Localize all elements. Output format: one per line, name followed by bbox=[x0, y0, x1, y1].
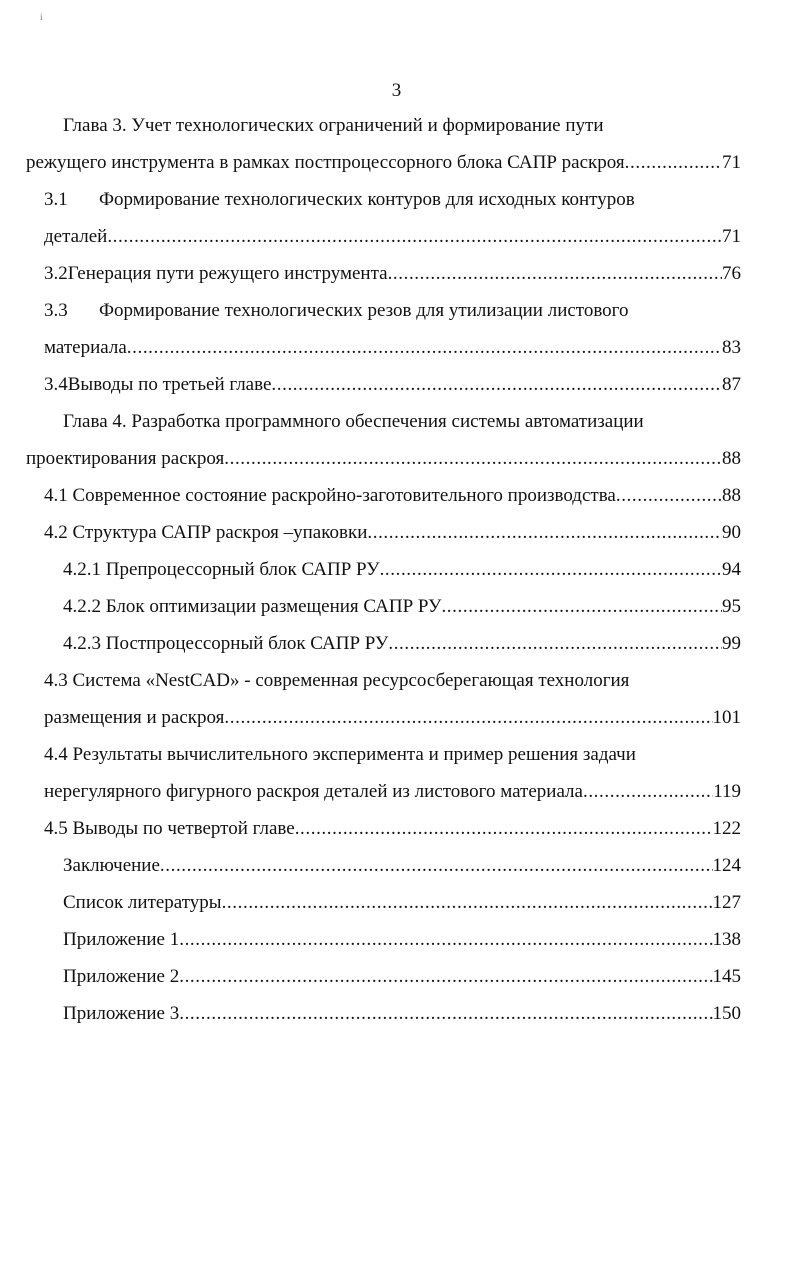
toc-page-number: 101 bbox=[712, 707, 741, 728]
toc-entry-title: Приложение 2 bbox=[63, 966, 180, 987]
toc-page-number: 150 bbox=[712, 1003, 741, 1024]
toc-entry-title: режущего инструмента в рамках постпроцессорного блока САПР раскроя bbox=[26, 152, 625, 173]
toc-page-number: 95 bbox=[722, 596, 741, 617]
toc-entry-title: Глава 4. Разработка программного обеспечения системы автоматизации bbox=[63, 411, 644, 432]
toc-entry-title: нерегулярного фигурного раскроя деталей из листового материала bbox=[44, 781, 583, 802]
toc-entry-3-1-line1[interactable] bbox=[44, 182, 635, 218]
corner-mark: i bbox=[40, 12, 43, 22]
leader-dots bbox=[222, 885, 713, 921]
toc-entry-title: Список литературы bbox=[63, 892, 222, 913]
toc-entry-4-2-3[interactable] bbox=[63, 626, 741, 662]
toc-entry-title: деталей bbox=[44, 226, 108, 247]
toc-entry-appendix-2[interactable] bbox=[63, 959, 741, 995]
toc-page-number: 90 bbox=[722, 522, 741, 543]
toc-entry-title: Выводы по третьей главе bbox=[67, 374, 272, 395]
toc-entry-4-3-line1[interactable] bbox=[44, 663, 629, 699]
leader-dots bbox=[295, 811, 713, 847]
toc-entry-title: материала bbox=[44, 337, 127, 358]
toc-entry-3-1-line2[interactable] bbox=[44, 219, 741, 255]
toc-entry-4-2-1[interactable] bbox=[63, 552, 741, 588]
toc-entry-references[interactable] bbox=[63, 885, 741, 921]
page-number: 3 bbox=[391, 80, 402, 101]
toc-entry-title: Приложение 1 bbox=[63, 929, 180, 950]
leader-dots bbox=[271, 367, 722, 403]
toc-entry-3-3-line1[interactable] bbox=[44, 293, 629, 329]
toc-entry-chapter-3-line1[interactable] bbox=[63, 108, 604, 144]
leader-dots bbox=[107, 219, 722, 255]
section-number: 3.2 bbox=[44, 263, 68, 284]
toc-entry-title: 4.5 Выводы по четвертой главе bbox=[44, 818, 295, 839]
toc-entry-4-4-line1[interactable] bbox=[44, 737, 636, 773]
toc-entry-title: 4.3 Система «NestCAD» - современная ресурсосберегающая технология bbox=[44, 670, 630, 691]
toc-entry-title: Формирование технологических резов для утилизации листового bbox=[99, 300, 629, 321]
toc-page-number: 127 bbox=[712, 892, 741, 913]
toc-entry-title: Формирование технологических контуров для исходных контуров bbox=[99, 189, 635, 210]
leader-dots bbox=[160, 848, 713, 884]
toc-page-number: 124 bbox=[712, 855, 741, 876]
leader-dots bbox=[367, 515, 722, 551]
leader-dots bbox=[441, 589, 722, 625]
toc-entry-3-2[interactable] bbox=[44, 256, 741, 292]
toc-entry-title: Глава 3. Учет технологических ограничений и формирование пути bbox=[63, 115, 604, 136]
section-number: 3.4 bbox=[44, 374, 68, 395]
leader-dots bbox=[179, 922, 712, 958]
leader-dots bbox=[616, 478, 722, 514]
section-number: 3.3 bbox=[44, 300, 68, 321]
toc-page-number: 99 bbox=[722, 633, 741, 654]
toc-entry-title: 4.2.3 Постпроцессорный блок САПР РУ bbox=[63, 633, 389, 654]
toc-entry-chapter-4-line2[interactable] bbox=[26, 441, 741, 477]
toc-page-number: 138 bbox=[712, 929, 741, 950]
toc-entry-appendix-3[interactable] bbox=[63, 996, 741, 1032]
toc-entry-4-5[interactable] bbox=[44, 811, 741, 847]
toc-entry-title: 4.2 Структура САПР раскроя –упаковки bbox=[44, 522, 368, 543]
leader-dots bbox=[583, 774, 713, 810]
toc-entry-title: 4.2.2 Блок оптимизации размещения САПР РУ bbox=[63, 596, 442, 617]
toc-entry-3-4[interactable] bbox=[44, 367, 741, 403]
toc-entry-title: Приложение 3 bbox=[63, 1003, 180, 1024]
toc-entry-title: проектирования раскроя bbox=[26, 448, 225, 469]
toc-entry-4-3-line2[interactable] bbox=[44, 700, 741, 736]
toc-page-number: 83 bbox=[722, 337, 741, 358]
toc-page-number: 88 bbox=[722, 485, 741, 506]
leader-dots bbox=[388, 256, 722, 292]
leader-dots bbox=[224, 700, 712, 736]
toc-entry-4-2[interactable] bbox=[44, 515, 741, 551]
toc-page-number: 71 bbox=[722, 226, 741, 247]
toc-page-number: 94 bbox=[722, 559, 741, 580]
toc-page-number: 87 bbox=[722, 374, 741, 395]
toc-page-number: 145 bbox=[712, 966, 741, 987]
leader-dots bbox=[380, 552, 722, 588]
toc-entry-title: размещения и раскроя bbox=[44, 707, 225, 728]
toc-entry-appendix-1[interactable] bbox=[63, 922, 741, 958]
toc-entry-title: 4.1 Современное состояние раскройно-заготовительного производства bbox=[44, 485, 616, 506]
leader-dots bbox=[127, 330, 722, 366]
toc-entry-title: 4.4 Результаты вычислительного эксперимента и пример решения задачи bbox=[44, 744, 636, 765]
leader-dots bbox=[224, 441, 722, 477]
toc-entry-4-4-line2[interactable] bbox=[44, 774, 741, 810]
toc-entry-chapter-4-line1[interactable] bbox=[63, 404, 644, 440]
toc-page-number: 76 bbox=[722, 263, 741, 284]
toc-entry-title: Генерация пути режущего инструмента bbox=[67, 263, 388, 284]
toc-entry-3-3-line2[interactable] bbox=[44, 330, 741, 366]
toc-page-number: 88 bbox=[722, 448, 741, 469]
toc-entry-4-1[interactable] bbox=[44, 478, 741, 514]
toc-entry-4-2-2[interactable] bbox=[63, 589, 741, 625]
section-number: 3.1 bbox=[44, 189, 68, 210]
toc-entry-title: Заключение bbox=[63, 855, 160, 876]
leader-dots bbox=[179, 996, 712, 1032]
toc-page-number: 71 bbox=[722, 152, 741, 173]
toc-page-number: 119 bbox=[713, 781, 741, 802]
leader-dots bbox=[388, 626, 722, 662]
toc-entry-chapter-3-line2[interactable] bbox=[26, 145, 741, 181]
toc-entry-title: 4.2.1 Препроцессорный блок САПР РУ bbox=[63, 559, 380, 580]
leader-dots bbox=[179, 959, 712, 995]
toc-entry-conclusion[interactable] bbox=[63, 848, 741, 884]
toc-page-number: 122 bbox=[712, 818, 741, 839]
leader-dots bbox=[625, 145, 722, 181]
